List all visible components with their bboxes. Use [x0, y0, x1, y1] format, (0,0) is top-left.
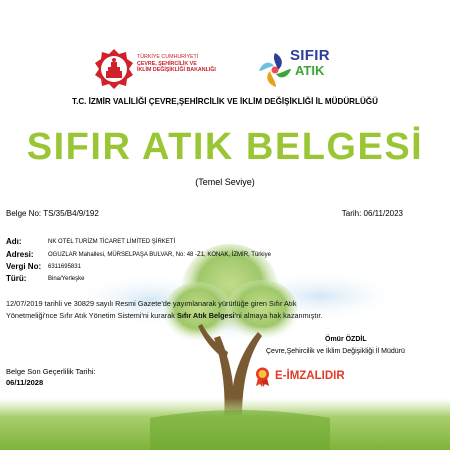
address-value: OGUZLAR Mahallesi, MÜRSELPAŞA BULVAR, No: 48 -Z1, KONAK, İZMİR, Türkiye: [48, 252, 271, 258]
address-label: Adresi:: [6, 250, 34, 259]
type-value: Bina/Yerleşke: [48, 276, 85, 282]
rosette-icon: [254, 367, 271, 387]
certificate-statement: [6, 298, 426, 322]
sifir-atik-word-1: SIFIR: [290, 47, 330, 64]
signatory-name: Ömür ÖZDİL: [325, 336, 367, 343]
certificate-title: SIFIR ATIK BELGESİ: [26, 126, 424, 168]
name-value: NK OTEL TURİZM TİCARET LİMİTED ŞİRKETİ: [48, 239, 176, 245]
ministry-line-2: ÇEVRE, ŞEHİRCİLİK VE: [137, 60, 197, 67]
certificate-level: (Temel Seviye): [195, 177, 255, 187]
sifir-atik-word-2: ATIK: [295, 63, 325, 78]
statement-certificate-name: Sıfır Atık Belgesi: [176, 311, 235, 320]
tax-number-value: 6311695831: [48, 264, 81, 270]
ministry-name: [137, 54, 247, 74]
certificate-number: Belge No: TS/35/B4/9/192: [6, 209, 99, 218]
ministry-emblem-icon: [94, 48, 134, 90]
ministry-line-1: TÜRKİYE CUMHURİYETİ: [137, 54, 199, 60]
statement-line-2-start: Yönetmeliği'nce Sıfır Atık Yönetim Sistemi'ni kurarak: [6, 311, 177, 320]
statement-line-2-end: 'ni almaya hak kazanmıştır.: [234, 311, 323, 320]
validity-label: Belge Son Geçerlilik Tarihi:: [6, 367, 96, 376]
type-label: Türü:: [6, 274, 27, 283]
ministry-line-3: İKLİM DEĞİŞİKLİĞİ BAKANLIĞI: [137, 67, 216, 74]
signatory-title: Çevre,Şehircilik ve İklim Değişikliği İl Müdürü: [266, 348, 405, 355]
sifir-atik-wordmark: [290, 48, 330, 78]
statement-line-2: [6, 310, 426, 322]
name-label: Adı:: [6, 237, 22, 246]
validity-date: 06/11/2028: [6, 378, 44, 387]
e-signature-label: E-İMZALIDIR: [275, 370, 345, 382]
certificate-date: Tarih: 06/11/2023: [341, 209, 403, 218]
issuing-authority: T.C. İZMİR VALİLİĞİ ÇEVRE,ŞEHİRCİLİK VE İKLİM DEĞİŞİKLİĞİ İL MÜDÜRLÜĞÜ: [72, 97, 378, 106]
tax-number-label: Vergi No:: [6, 262, 42, 271]
e-signature-badge: [254, 366, 364, 386]
statement-line-1: 12/07/2019 tarihli ve 30829 sayılı Resmi Gazete'de yayımlanarak yürürlüğe giren Sıfır Atık: [6, 299, 297, 308]
